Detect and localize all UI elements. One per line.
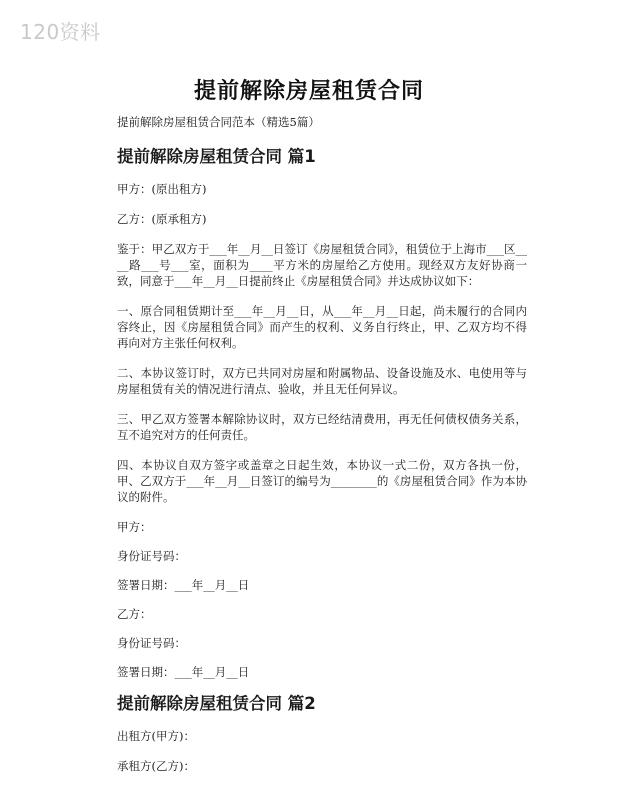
section-1-heading: 提前解除房屋租赁合同 篇1 [117,147,316,166]
clause-3-paragraph: 三、甲乙双方签署本解除协议时，双方已经结清费用，再无任何债权债务关系，互不追究对方的任何责任。 [117,412,527,442]
document-subtitle: 提前解除房屋租赁合同范本（精选5篇） [117,115,320,129]
lessee-line: 承租方(乙方)： [117,759,195,773]
clause-4-paragraph: 四、本协议自双方签字或盖章之日起生效，本协议一式二份，双方各执一份，甲、乙双方于___年__月__日签订的编号为________的《房屋租赁合同》作为本协议的附件。 [117,458,527,504]
watermark-logo: 120资料 [20,20,101,44]
clause-2-paragraph: 二、本协议签订时，双方已共同对房屋和附属物品、设备设施及水、电使用等与房屋租赁有关的情况进行清点、验收，并且无任何异议。 [117,366,527,396]
signature-party-a: 甲方： [117,520,152,534]
sign-date-party-b: 签署日期：___年__月__日 [117,665,250,679]
recital-paragraph: 鉴于：甲乙双方于___年__月__日签订《房屋租赁合同》，租赁位于上海市___区____路___号___室，面积为____平方米的房屋给乙方使用。现经双方友好协商一致，同意于___年__月__日提前终止《房屋租赁合同》并达成协议如下： [117,242,527,288]
party-a-line: 甲方：(原出租方) [117,182,207,196]
id-number-party-a: 身份证号码： [117,549,186,563]
sign-date-party-a: 签署日期：___年__月__日 [117,578,250,592]
section-2-heading: 提前解除房屋租赁合同 篇2 [117,694,316,713]
lessor-line: 出租方(甲方)： [117,729,195,743]
party-b-line: 乙方：(原承租方) [117,212,207,226]
document-title: 提前解除房屋租赁合同 [193,79,424,104]
document-body [117,114,527,788]
signature-party-b: 乙方： [117,607,152,621]
clause-1-paragraph: 一、原合同租赁期计至___年__月__日，从___年__月__日起，尚未履行的合同内容终止，因《房屋租赁合同》而产生的权利、义务自行终止，甲、乙双方均不得再向对方主张任何权利。 [117,304,527,350]
id-number-party-b: 身份证号码： [117,636,186,650]
